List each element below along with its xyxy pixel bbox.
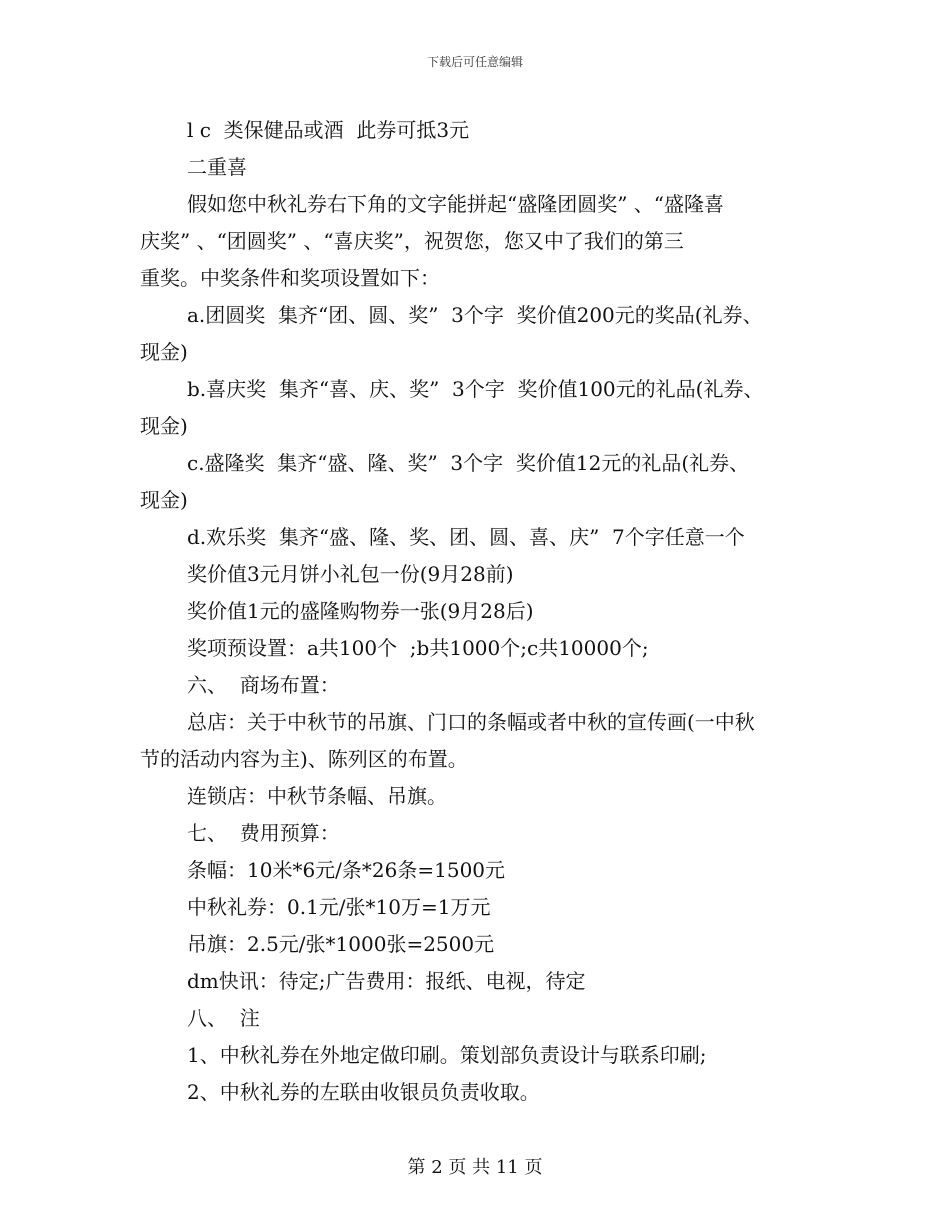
section-heading: 七、 费用预算：	[187, 821, 340, 845]
paragraph-line: 现金)	[140, 340, 188, 364]
section-heading: 八、 注	[187, 1006, 260, 1030]
paragraph-line: 庆奖” 、“团圆奖” 、“喜庆奖”，祝贺您，您又中了我们的第三	[140, 229, 684, 253]
note-item: 1、中秋礼券在外地定做印刷。策划部负责设计与联系印刷;	[187, 1043, 707, 1067]
prize-item-c: c.盛隆奖 集齐“盛、隆、奖” 3个字 奖价值12元的礼品(礼券、	[187, 451, 750, 475]
paragraph-line: 总店：关于中秋节的吊旗、门口的条幅或者中秋的宣传画(一中秋	[187, 710, 755, 734]
paragraph-line: 奖价值1元的盛隆购物券一张(9月28后)	[187, 599, 534, 623]
document-body	[140, 112, 830, 1111]
budget-item: 吊旗：2.5元/张*1000张=2500元	[187, 932, 495, 956]
paragraph-line: l c 类保健品或酒 此券可抵3元	[187, 118, 470, 142]
budget-item: dm快讯：待定;广告费用：报纸、电视，待定	[187, 969, 586, 993]
prize-item-d: d.欢乐奖 集齐“盛、隆、奖、团、圆、喜、庆” 7个字任意一个	[187, 525, 745, 549]
budget-item: 条幅：10米*6元/条*26条=1500元	[187, 858, 506, 882]
section-heading: 六、 商场布置：	[187, 673, 340, 697]
paragraph-line: 重奖。中奖条件和奖项设置如下：	[140, 266, 440, 290]
paragraph-line: 现金)	[140, 488, 188, 512]
paragraph-line: 奖项预设置：a共100个 ;b共1000个;c共10000个;	[187, 636, 649, 660]
page-number-footer: 第 2 页 共 11 页	[407, 1157, 543, 1178]
page-header: 下载后可任意编辑	[426, 55, 523, 69]
paragraph-line: 节的活动内容为主)、陈列区的布置。	[140, 747, 468, 771]
paragraph-line: 现金)	[140, 414, 188, 438]
paragraph-line: 奖价值3元月饼小礼包一份(9月28前)	[187, 562, 514, 586]
note-item: 2、中秋礼券的左联由收银员负责收取。	[187, 1080, 540, 1104]
section-heading: 二重喜	[187, 155, 247, 179]
paragraph-line: 连锁店：中秋节条幅、吊旗。	[187, 784, 447, 808]
prize-item-b: b.喜庆奖 集齐“喜、庆、奖” 3个字 奖价值100元的礼品(礼券、	[187, 377, 764, 401]
paragraph-line: 假如您中秋礼券右下角的文字能拼起“盛隆团圆奖” 、“盛隆喜	[187, 192, 725, 216]
prize-item-a: a.团圆奖 集齐“团、圆、奖” 3个字 奖价值200元的奖品(礼券、	[187, 303, 763, 327]
budget-item: 中秋礼券：0.1元/张*10万=1万元	[187, 895, 491, 919]
